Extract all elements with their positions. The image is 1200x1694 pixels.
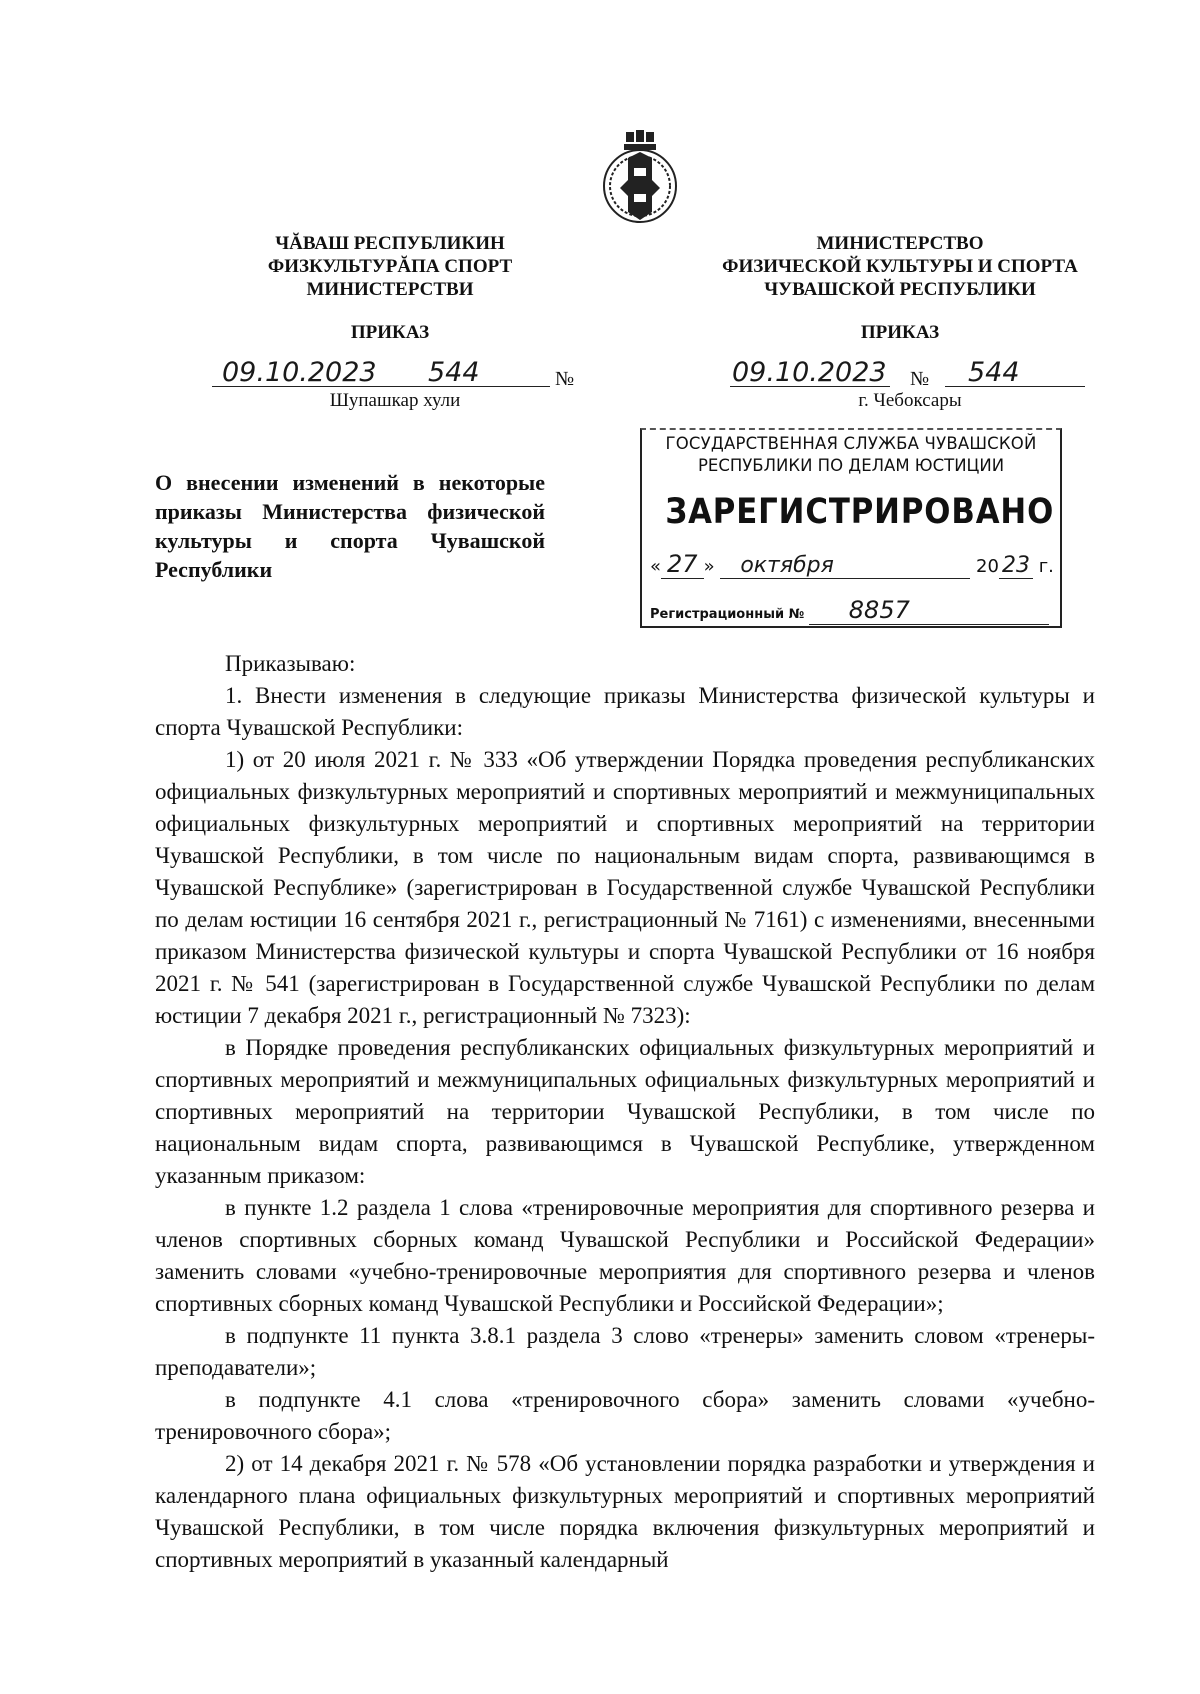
stamp-year-suffix: г.: [1038, 556, 1054, 577]
left-doc-type: ПРИКАЗ: [350, 322, 430, 343]
stamp-reg-label: Регистрационный №: [650, 607, 805, 622]
left-place: Шупашкар хули: [329, 390, 461, 411]
left-header-line3: МИНИСТЕРСТВИ: [306, 279, 474, 300]
body-paragraph-3: в Порядке проведения республиканских официальных физкультурных мероприятий и спортивных мероприятий и межмуниципальных официальных физкультурных мероприятий и спортивных мероприятий на территории Чувашской Республики, в том числе по национальным видам спорта, развивающимся в Чувашской Республике, утвержденном указанным приказом:: [155, 1035, 1095, 1188]
right-number-sign: №: [910, 368, 930, 390]
stamp-registration: [650, 596, 1060, 625]
stamp-reg-number: 8857: [809, 596, 1049, 625]
right-place: г. Чебоксары: [858, 390, 962, 411]
body-paragraph-0: Приказываю:: [225, 651, 356, 676]
registration-stamp: [640, 428, 1062, 628]
left-number-sign: №: [555, 368, 575, 390]
document-subject: О внесении изменений в некоторые приказы Министерства физической культуры и спорта Чувашской Республики: [155, 470, 545, 582]
coat-of-arms-emblem: [598, 128, 682, 228]
stamp-month: октября: [720, 553, 970, 579]
stamp-line1: ГОСУДАРСТВЕННАЯ СЛУЖБА ЧУВАШСКОЙ: [665, 434, 1037, 453]
left-header: [200, 232, 580, 301]
stamp-status: ЗАРЕГИСТРИРОВАНО: [665, 492, 1055, 532]
left-header-line1: ЧĂВАШ РЕСПУБЛИКИН: [275, 233, 505, 254]
body-paragraph-2: 1) от 20 июля 2021 г. № 333 «Об утверждении Порядка проведения республиканских официальных физкультурных мероприятий и спортивных мероприятий и межмуниципальных официальных физкультурных мероприятий и спортивных мероприятий на территории Чувашской Республики, в том числе по национальным видам спорта, развивающимся в Чувашской Республике» (зарегистрирован в Государственной службе Чувашской Республики по делам юстиции 16 сентября 2021 г., регистрационный № 7161) с изменениями, внесенными приказом Министерства физической культуры и спорта Чувашской Республики от 16 ноября 2021 г. № 541 (зарегистрирован в Государственной службе Чувашской Республики по делам юстиции 7 декабря 2021 г., регистрационный № 7323):: [155, 747, 1095, 1028]
left-header-line2: ФИЗКУЛЬТУРĂПА СПОРТ: [267, 256, 513, 277]
body-paragraph-4: в пункте 1.2 раздела 1 слова «тренировочные мероприятия для спортивного резерва и членов спортивных сборных команд Чувашской Республики и Российской Федерации» заменить словами «учебно-тренировочные мероприятия для спортивного резерва и членов спортивных сборных команд Чувашской Республики и Российской Федерации»;: [155, 1195, 1095, 1316]
stamp-year-prefix: 20: [976, 556, 999, 577]
right-header-line1: МИНИСТЕРСТВО: [816, 233, 984, 254]
left-date-handwritten: 09.10.2023: [222, 357, 377, 388]
right-header-line3: ЧУВАШСКОЙ РЕСПУБЛИКИ: [764, 279, 1036, 300]
stamp-day: 27: [661, 550, 704, 579]
body-paragraph-7: 2) от 14 декабря 2021 г. № 578 «Об установлении порядка разработки и утверждения и календарного плана официальных физкультурных мероприятий и спортивных мероприятий Чувашской Республики, в том числе порядка включения физкультурных мероприятий и спортивных мероприятий в указанный календарный: [155, 1451, 1095, 1572]
right-header-line2: ФИЗИЧЕСКОЙ КУЛЬТУРЫ И СПОРТА: [722, 256, 1078, 277]
stamp-line2: РЕСПУБЛИКИ ПО ДЕЛАМ ЮСТИЦИИ: [697, 456, 1005, 475]
right-number-handwritten: 544: [968, 357, 1020, 388]
right-header: [690, 232, 1110, 301]
body-paragraph-6: в подпункте 4.1 слова «тренировочного сбора» заменить словами «учебно-тренировочного сбора»;: [155, 1387, 1095, 1444]
body-paragraph-1: 1. Внести изменения в следующие приказы Министерства физической культуры и спорта Чувашской Республики:: [155, 683, 1095, 740]
stamp-date: « 27 » октября 20 23 г.: [650, 550, 1054, 578]
document-body: [155, 648, 1095, 1576]
left-number-handwritten: 544: [428, 357, 480, 388]
body-paragraph-5: в подпункте 11 пункта 3.8.1 раздела 3 слово «тренеры» заменить словом «тренеры-преподаватели»;: [155, 1323, 1095, 1380]
right-doc-type: ПРИКАЗ: [860, 322, 940, 343]
right-date-handwritten: 09.10.2023: [732, 357, 887, 388]
stamp-year: 23: [999, 553, 1033, 579]
